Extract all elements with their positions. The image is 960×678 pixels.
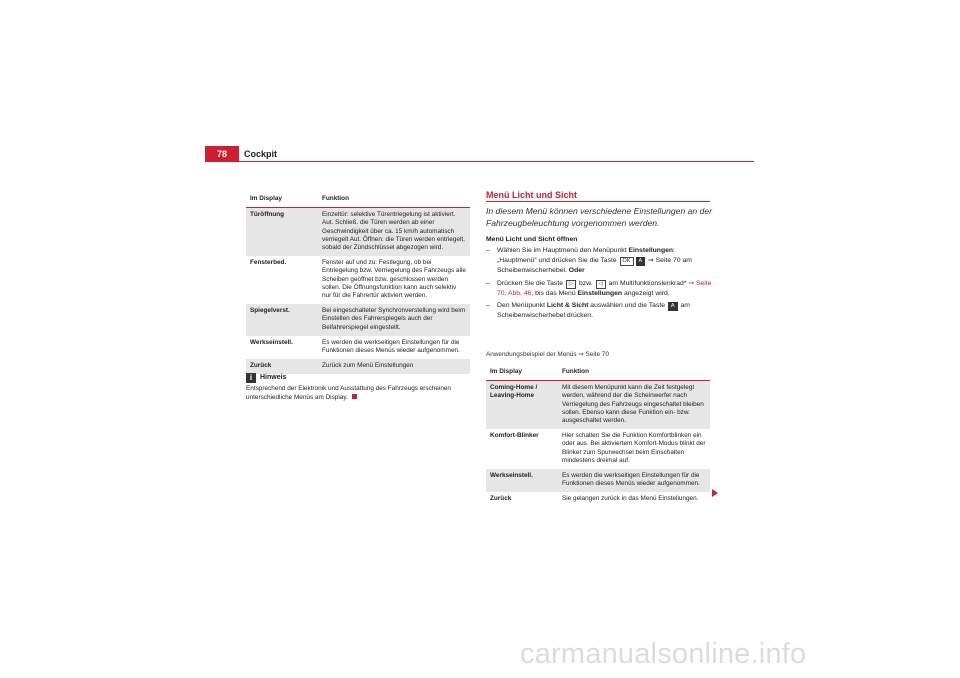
list-dash: – <box>486 279 490 287</box>
heading-divider <box>486 201 710 202</box>
instruction-step <box>486 279 712 299</box>
table-header-row <box>246 192 470 208</box>
column-header-display: Im Display <box>246 192 318 208</box>
step-text-part: bzw. <box>577 279 595 287</box>
end-of-section-icon <box>352 394 357 399</box>
row-description: Es werden die werkseitigen Einstellungen für die Funktionen dieses Menüs wieder aufgenommen. <box>322 338 460 355</box>
step-text-part: , bis das Menü <box>531 289 578 297</box>
page-number: 78 <box>205 146 239 162</box>
note-title: Hinweis <box>260 373 287 381</box>
column-header-function: Funktion <box>318 192 470 208</box>
step-text-part: angezeigt wird. <box>622 289 670 297</box>
row-description: Bei eingeschalteter Synchronverstellung wird beim Einstellen des Fahrerspiegels auch der Beifahrerspiegel eingestellt. <box>318 304 470 336</box>
light-settings-table <box>486 365 710 508</box>
step-text-part: Wählen Sie im Hauptmenü den Menüpunkt <box>497 247 629 254</box>
continue-arrow-icon <box>712 489 718 497</box>
row-label: Zurück <box>490 495 512 503</box>
row-description: Hier schalten Sie die Funktion Komfortblinken ein oder aus. Bei aktiviertem Komfort-Modus blinkt der Blinker zum Spurwechsel beim Einschalten mindestens dreimal auf. <box>562 432 706 464</box>
row-description: Sie gelangen zurück in das Menü Einstellungen. <box>562 495 699 503</box>
row-description: Es werden die werkseitigen Einstellungen für die Funktionen dieses Menüs wieder aufgenommen. <box>558 469 710 492</box>
list-dash: – <box>486 302 490 310</box>
instruction-list <box>486 246 712 323</box>
section-heading: Menü Licht und Sicht <box>486 190 577 200</box>
instruction-step <box>486 246 712 277</box>
instruction-step <box>486 301 712 321</box>
column-header-function: Funktion <box>558 365 710 381</box>
table-header-row <box>486 365 710 381</box>
oder-text: Oder <box>568 267 585 275</box>
table-row <box>246 208 470 257</box>
step-text-part: : „Hauptmenü“ und drücken Sie die Taste <box>497 247 675 265</box>
row-label: Komfort-Blinker <box>490 432 539 440</box>
step-text-part: Drücken Sie die Taste <box>497 279 565 287</box>
row-label: Werkseinstell. <box>250 338 293 346</box>
a-key-icon: A <box>636 257 646 266</box>
row-label: Spiegelverst. <box>246 304 318 336</box>
ok-key-icon: OK <box>620 257 634 266</box>
section-title: Cockpit <box>244 149 278 159</box>
page-reference: ⇒ Seite 70 am Scheibenwischerhebel. <box>497 257 692 275</box>
menu-name: Einstellungen <box>577 289 623 297</box>
intro-text: In diesem Menü können verschiedene Einstellungen an der Fahrzeugbeleuchtung vorgenommen werden. <box>486 206 712 228</box>
next-key-icon: ▷ <box>566 280 576 289</box>
menu-name: Einstellungen <box>628 247 674 254</box>
step-text-part: Den Menüpunkt <box>497 302 547 310</box>
note-icon: i <box>246 373 256 383</box>
table-row <box>246 256 470 304</box>
prev-key-icon: ◁ <box>596 280 606 289</box>
menu-name: Licht & Sicht <box>546 302 589 310</box>
table-row <box>486 381 710 430</box>
table-row <box>486 492 710 507</box>
figure-link[interactable]: ⇒ Seite 70, Abb. 46 <box>497 279 712 297</box>
row-label: Coming-Home / Leaving-Home <box>486 381 558 430</box>
list-dash: – <box>486 247 490 254</box>
column-header-display: Im Display <box>486 365 558 381</box>
row-label: Werkseinstell. <box>486 469 558 492</box>
table-row <box>246 336 470 359</box>
watermark: carmanualsonline.info <box>520 638 807 670</box>
note-text: Entsprechend der Elektronik und Ausstattung des Fahrzeugs erscheinen unterschiedliche Menüs am Display. <box>246 385 451 401</box>
row-label: Zurück <box>246 359 318 374</box>
table-row <box>486 469 710 492</box>
subheading: Menü Licht und Sicht öffnen <box>486 236 578 243</box>
row-description: Zurück zum Menü Einstellungen <box>318 359 470 374</box>
row-description: Einzeltür: selektive Türentriegelung ist aktiviert. Aut. Schließ. die Türen werden ab einer Geschwindigkeit über ca. 15 km/h automatisch verriegelt Aut. Öffnen: die Türen werden entriegelt, sobald der Zündschlüssel abgezogen wird. <box>318 208 470 257</box>
a-key-icon: A <box>668 302 678 311</box>
row-description: Fenster auf und zu: Festlegung, ob bei Entriegelung bzw. Verriegelung des Fahrzeugs alle Scheiben geöffnet bzw. geschlossen werden sollen. Die Öffnungsfunktion kann auch selektiv nur für die Fahrertür aktiviert werden. <box>322 259 466 300</box>
door-settings-table <box>246 192 470 374</box>
step-text-part: auswählen und die Taste <box>588 302 667 310</box>
step-text <box>497 246 712 277</box>
step-text-part: am Scheibenwischerhebel drücken. <box>497 302 690 320</box>
note-title-row <box>246 373 470 383</box>
step-text <box>497 279 712 299</box>
row-label: Türöffnung <box>246 208 318 257</box>
step-text <box>497 301 712 321</box>
row-label: Fensterbed. <box>250 259 287 267</box>
table-caption: Anwendungsbeispiel der Menüs ⇒ Seite 70 <box>486 351 609 358</box>
table-row <box>486 429 710 469</box>
note-box <box>246 373 470 402</box>
row-description: Mit diesem Menüpunkt kann die Zeit festgelegt werden, während der die Scheinwerfer nach Verriegelung des Fahrzeugs eingeschaltet bleiben sollen. Ebenso kann diese Funktion ein- bzw. ausgeschaltet werden. <box>558 381 710 430</box>
step-text-part: am Multifunktionslenkrad* <box>606 279 689 287</box>
table-row <box>246 304 470 336</box>
header-divider <box>205 161 754 162</box>
